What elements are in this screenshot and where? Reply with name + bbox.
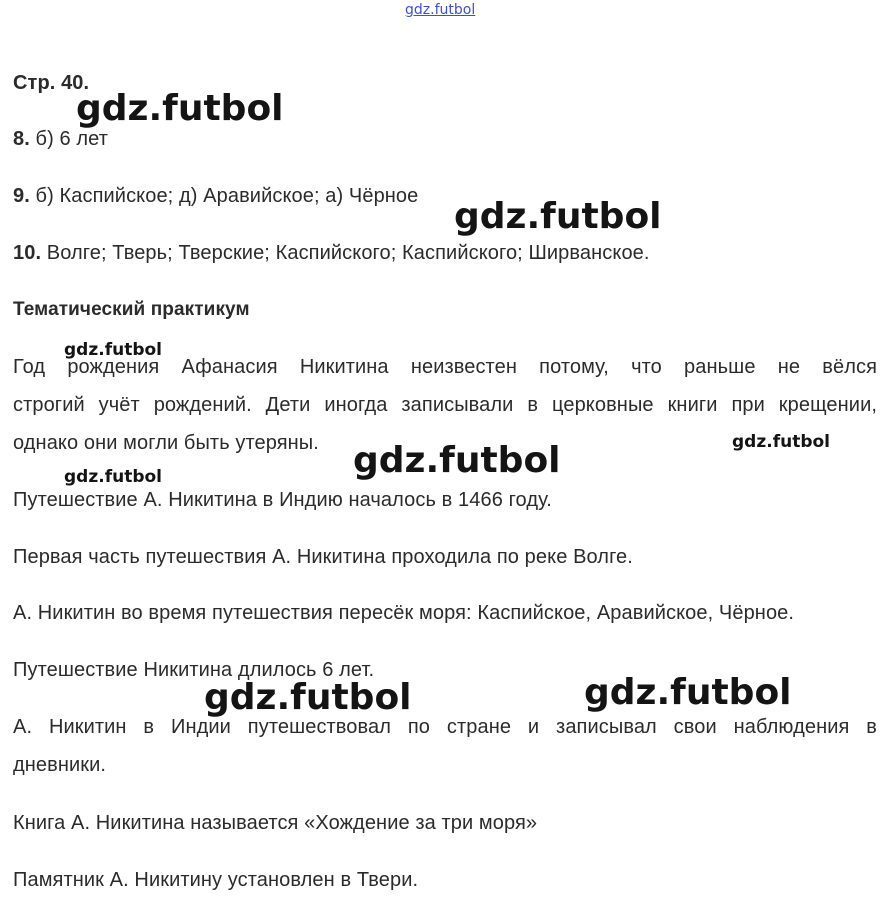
paragraph-5: Путешествие Никитина длилось 6 лет. bbox=[13, 659, 375, 681]
watermark: gdz.futbol bbox=[204, 677, 412, 718]
page-reference: Стр. 40. bbox=[13, 72, 90, 94]
paragraph-6-line-1: А. Никитин в Индии путешествовал по стране и записывал свои наблюдения в bbox=[13, 716, 877, 738]
paragraph-1-line-3: однако они могли быть утеряны. bbox=[13, 432, 319, 454]
paragraph-3: Первая часть путешествия А. Никитина проходила по реке Волге. bbox=[13, 546, 633, 568]
paragraph-2: Путешествие А. Никитина в Индию началось в 1466 году. bbox=[13, 489, 552, 511]
answer-10 bbox=[13, 241, 650, 265]
watermark: gdz.futbol bbox=[76, 88, 284, 129]
paragraph-6-line-2: дневники. bbox=[13, 754, 107, 776]
watermark: gdz.futbol bbox=[64, 467, 162, 487]
answer-number: 8. bbox=[13, 128, 30, 150]
answer-text: б) 6 лет bbox=[29, 128, 108, 150]
answer-text: б) Каспийское; д) Аравийское; а) Чёрное bbox=[29, 185, 419, 207]
paragraph-1-line-2: строгий учёт рождений. Дети иногда записывали в церковные книги при крещении, bbox=[13, 394, 877, 416]
paragraph-1-line-1: Год рождения Афанасия Никитина неизвестен потому, что раньше не вёлся bbox=[13, 356, 877, 378]
answer-number: 10. bbox=[13, 242, 42, 264]
watermark: gdz.futbol bbox=[353, 440, 561, 481]
paragraph-4: А. Никитин во время путешествия пересёк моря: Каспийское, Аравийское, Чёрное. bbox=[13, 602, 795, 624]
watermark: gdz.futbol bbox=[64, 340, 162, 360]
answer-text: Волге; Тверь; Тверские; Каспийского; Каспийского; Ширванское. bbox=[41, 242, 650, 264]
paragraph-7: Книга А. Никитина называется «Хождение за три моря» bbox=[13, 812, 538, 834]
watermark: gdz.futbol bbox=[732, 432, 830, 452]
answer-number: 9. bbox=[13, 185, 30, 207]
answer-8 bbox=[13, 127, 108, 151]
section-title: Тематический практикум bbox=[13, 299, 250, 320]
paragraph-8: Памятник А. Никитину установлен в Твери. bbox=[13, 869, 419, 891]
watermark: gdz.futbol bbox=[454, 196, 662, 237]
watermark-link[interactable]: gdz.futbol bbox=[405, 2, 476, 18]
watermark: gdz.futbol bbox=[584, 672, 792, 713]
answer-9 bbox=[13, 184, 418, 208]
